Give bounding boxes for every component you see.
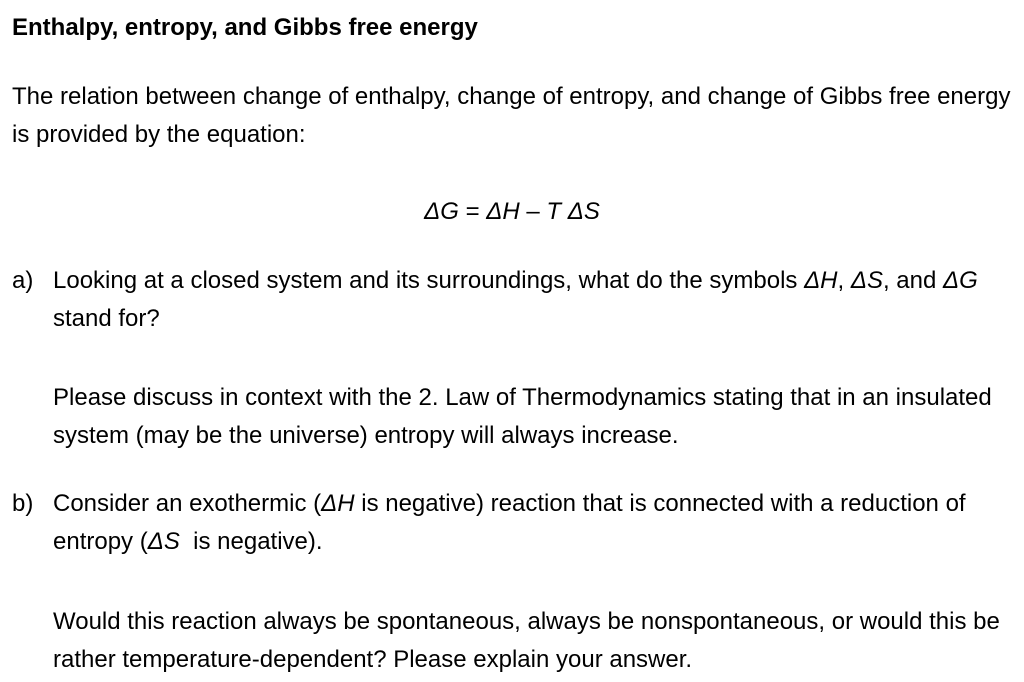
equation-delta-g: ΔG — [424, 198, 459, 225]
symbol-delta-h: ΔH — [321, 490, 355, 517]
question-b-text-end: is negative). — [179, 528, 323, 555]
document-title: Enthalpy, entropy, and Gibbs free energy — [12, 14, 478, 41]
symbol-delta-g: ΔG — [943, 267, 978, 294]
question-a-comma-1: , — [837, 267, 851, 294]
question-a-text-end: stand for? — [53, 305, 160, 332]
question-a-text-start: Looking at a closed system and its surroundings, what do the symbols — [53, 267, 805, 294]
symbol-delta-h: ΔH — [804, 267, 838, 294]
question-a-paragraph-2: Please discuss in context with the 2. Law of Thermodynamics stating that in an insulated system (may be the universe) entropy will always increase. — [53, 384, 992, 449]
question-a-paragraph-1 — [53, 262, 1018, 338]
intro-paragraph: The relation between change of enthalpy, change of entropy, and change of Gibbs free energy is provided by the equation: — [12, 83, 1011, 148]
equation-delta-s: ΔS — [567, 198, 600, 225]
question-a-label: a) — [12, 267, 34, 294]
equation-equals: = — [458, 198, 487, 225]
question-b-paragraph-1 — [53, 485, 1018, 561]
question-b-label: b) — [12, 490, 34, 517]
symbol-delta-s: ΔS — [850, 267, 883, 294]
equation-temperature: T — [546, 198, 562, 225]
symbol-delta-s: ΔS — [147, 528, 180, 555]
gibbs-equation — [0, 196, 1024, 228]
equation-delta-h: ΔH — [486, 198, 520, 225]
question-b-text-start: Consider an exothermic ( — [53, 490, 322, 517]
question-b-text-middle: is negative) reaction that is connected with a reduction of entropy ( — [53, 490, 966, 555]
question-a-comma-2: , and — [882, 267, 944, 294]
equation-minus: – — [519, 198, 547, 225]
question-b-paragraph-2: Would this reaction always be spontaneous, always be nonspontaneous, or would this be rather temperature-dependent? Please explain your answer. — [53, 608, 1000, 673]
